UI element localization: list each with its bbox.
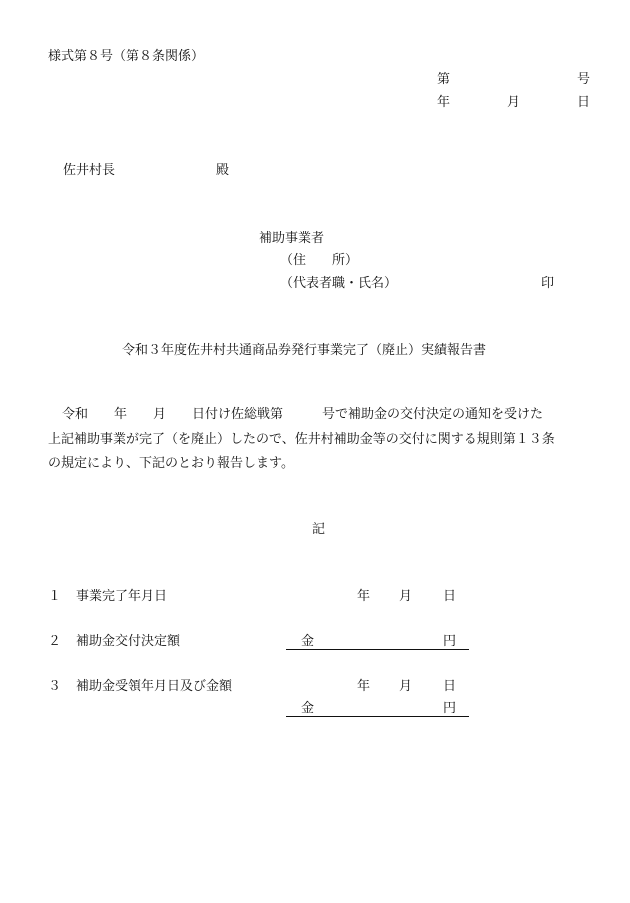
date-year: 年 [437,95,451,110]
item-3-number: ３ [48,679,62,694]
item-2-yen: 円 [443,634,457,649]
item-1-month: 月 [399,589,413,604]
item-1-year: 年 [357,589,371,604]
item-3-kin: 金 [301,701,315,716]
seal-mark: 印 [541,276,555,291]
addressee-name: 佐井村長 [63,163,116,178]
date-day: 日 [577,95,591,110]
item-1-label: 事業完了年月日 [76,589,168,604]
doc-number-suffix: 号 [577,72,591,87]
applicant-label: 補助事業者 [259,231,325,246]
form-number: 様式第８号（第８条関係） [48,49,205,64]
representative-label: （代表者職・氏名） [280,276,398,291]
item-3-amount-underline [286,716,469,717]
doc-number-prefix: 第 [437,72,451,87]
item-3-year: 年 [357,679,371,694]
item-2-label: 補助金交付決定額 [76,634,181,649]
address-label: （住 所） [280,253,359,268]
date-month: 月 [507,95,521,110]
item-2-amount-underline [286,649,469,650]
body-line-1: 令和 年 月 日付け佐総戦第 号で補助金の交付決定の通知を受けた [62,407,544,422]
item-1-number: １ [48,589,62,604]
ki-heading: 記 [312,522,326,537]
document-title: 令和３年度佐井村共通商品券発行事業完了（廃止）実績報告書 [122,343,487,358]
item-3-day: 日 [443,679,457,694]
body-line-2: 上記補助事業が完了（を廃止）したので、佐井村補助金等の交付に関する規則第１３条 [48,432,555,447]
item-1-day: 日 [443,589,457,604]
item-2-number: ２ [48,634,62,649]
body-line-3: の規定により、下記のとおり報告します。 [48,456,294,471]
addressee-honorific: 殿 [216,163,230,178]
item-3-label: 補助金受領年月日及び金額 [76,679,233,694]
item-3-yen: 円 [443,701,457,716]
item-3-month: 月 [399,679,413,694]
item-2-kin: 金 [301,634,315,649]
